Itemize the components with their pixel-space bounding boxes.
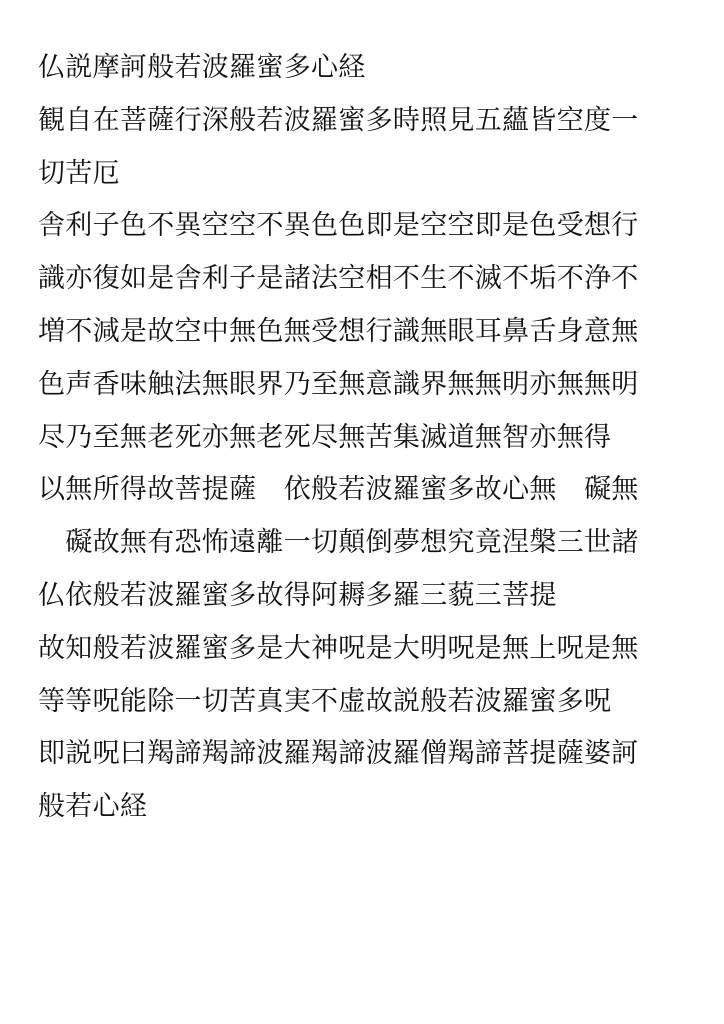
- text-line-9: 礙故無有恐怖遠離一切顛倒夢想究竟涅槃三世諸: [38, 527, 639, 559]
- text-line-10: 仏依般若波羅蜜多故得阿耨多羅三藐三菩提: [38, 579, 557, 611]
- text-line-1: 観自在菩薩行深般若波羅蜜多時照見五蘊皆空度一: [38, 104, 639, 136]
- text-line-13: 即説呪曰羯諦羯諦波羅羯諦波羅僧羯諦菩提薩婆訶: [38, 738, 639, 770]
- text-line-12: 等等呪能除一切苦真実不虚故説般若波羅蜜多呪: [38, 685, 612, 717]
- text-line-7: 尽乃至無老死亦無老死尽無苦集滅道無智亦無得: [38, 421, 612, 453]
- text-line-2: 切苦厄: [38, 157, 120, 189]
- sutra-text: [38, 54, 688, 846]
- text-line-4: 識亦復如是舎利子是諸法空相不生不滅不垢不浄不: [38, 263, 639, 295]
- text-line-5: 増不減是故空中無色無受想行識無眼耳鼻舌身意無: [38, 315, 639, 347]
- closing-title-line: 般若心経: [38, 791, 148, 823]
- text-line-11: 故知般若波羅蜜多是大神呪是大明呪是無上呪是無: [38, 632, 639, 664]
- title-line: 仏説摩訶般若波羅蜜多心経: [38, 52, 366, 83]
- text-line-8: 以無所得故菩提薩 依般若波羅蜜多故心無 礙無: [38, 474, 639, 506]
- text-line-3: 舎利子色不異空空不異色色即是空空即是色受想行: [38, 210, 639, 242]
- text-line-6: 色声香味触法無眼界乃至無意識界無無明亦無無明: [38, 368, 639, 400]
